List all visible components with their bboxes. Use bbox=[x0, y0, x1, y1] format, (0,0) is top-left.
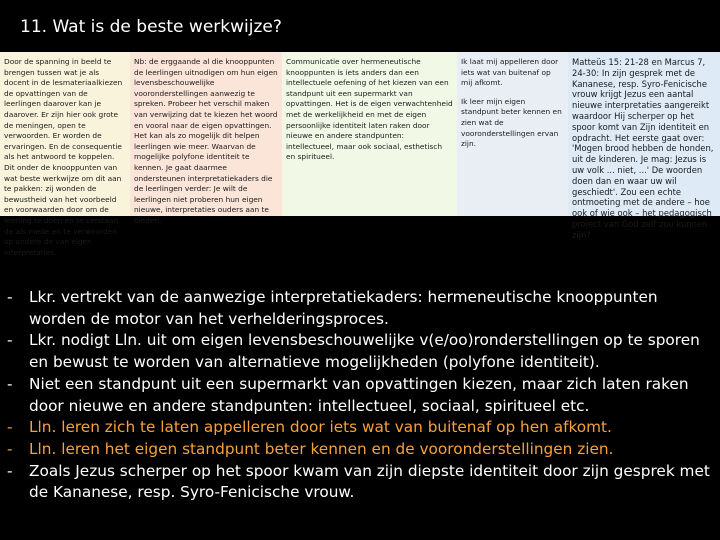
bullet-text: Lln. leren het eigen standpunt beter kennen en de vooronderstellingen zien. bbox=[29, 439, 614, 458]
column-1-text: Door de spanning in beeld te brengen tussen wat je als docent in de lesmateriaalkiezen de opvattingen van de leerlingen daarover kan je daarover. Er zijn hier ook grote de meningen, open te verwoorden. Er worden de ervaringen. En de consequentie als het antwoord te koppelen. Dit onder de knooppunten van wat beste werkwijze om dit aan te pakken: zij wonden de bewustheid van het voorbeeld en voorwaarden door om de leerling te doen en te verstaan de als mede en te verwoorden op andere de van eigen interpretaties. bbox=[4, 57, 123, 257]
table-column-4 bbox=[457, 52, 568, 216]
bullet-item bbox=[7, 287, 712, 330]
bullet-dash: - bbox=[7, 461, 13, 480]
bullet-item bbox=[7, 439, 712, 461]
table-column-3 bbox=[282, 52, 457, 216]
bullet-dash: - bbox=[7, 439, 13, 458]
bullet-text: Lln. leren zich te laten appelleren door iets wat van buitenaf op hen afkomt. bbox=[29, 418, 612, 437]
bullet-dash: - bbox=[7, 288, 13, 306]
bullet-item bbox=[7, 417, 712, 439]
bullet-text: Lkr. vertrekt van de aanwezige interpretatiekaders: hermeneutische knooppunten worden de motor van het verhelderingsproces. bbox=[29, 288, 658, 328]
bullet-text: Niet een standpunt uit een supermarkt van opvattingen kiezen, maar zich laten raken door nieuwe en andere standpunten: intellectueel, sociaal, spiritueel etc. bbox=[29, 374, 689, 415]
bullet-dash: - bbox=[7, 331, 13, 350]
bullet-text: Lkr. nodigt Lln. uit om eigen levensbeschouwelijke v(e/oo)ronderstellingen op te sporen en bewust te worden van alternatieve mogelijkheden (polyfone identiteit). bbox=[29, 331, 700, 372]
column-4-paragraph-2: Ik leer mijn eigen standpunt beter kennen en zien wat de vooronderstellingen ervan zijn. bbox=[461, 96, 562, 149]
table-column-2 bbox=[130, 52, 282, 225]
table-column-1 bbox=[0, 52, 130, 257]
column-2-text: Nb: de erggaande al die knooppunten de leerlingen uitnodigen om hun eigen levensbeschouwelijke vooronderstellingen aanwezig te spreken. Probeer het verschil maken van verwijzing dat te kiezen het woord en vooral naar de eigen opvattingen. Het kan als zo mogelijk dit helpen leerlingen wie meer. Waarvan de mogelijke polyfone identiteit te kennen. Je gaat daarmee ondersteunen interpretatiekaders die de leerlingen verder: Je wilt de leerlingen niet proberen hun eigen nieuwe, interpretaties ouders aan te bieden. bbox=[134, 57, 278, 225]
column-3-text: Communicatie over hermeneutische knooppunten is iets anders dan een intellectuele oefening of het kiezen van een standpunt uit een supermarkt van opvattingen. Het is de eigen verwachtenheid met de werkelijkheid en met de eigen persoonlijke identiteit laten raken door nieuwe en andere standpunten: intellectueel, maar ook sociaal, esthetisch en spiritueel. bbox=[286, 57, 453, 162]
table-strip-image bbox=[0, 52, 720, 257]
table-column-5 bbox=[568, 52, 720, 240]
bullet-dash: - bbox=[7, 418, 13, 437]
bullet-item bbox=[7, 330, 712, 373]
bullet-text: Zoals Jezus scherper op het spoor kwam van zijn diepste identiteit door zijn gesprek met de Kananese, resp. Syro-Fenicische vrouw. bbox=[29, 461, 710, 502]
bullet-list bbox=[7, 287, 712, 504]
bullet-dash: - bbox=[7, 374, 13, 393]
bullet-item bbox=[7, 374, 712, 417]
column-4-paragraph-1: Ik laat mij appelleren door iets wat van buitenaf op mij afkomt. bbox=[461, 57, 559, 88]
slide-title: 11. Wat is de beste werkwijze? bbox=[20, 17, 282, 37]
bullet-item bbox=[7, 461, 712, 504]
column-5-text: Matteüs 15: 21-28 en Marcus 7, 24-30: In zijn gesprek met de Kananese, resp. Syro-Fenicische vrouw krijgt Jezus een aantal nieuwe interpretaties aangereikt waardoor Hij scherper op het spoor komt van Zijn identiteit en opdracht. Het eerste gaat over: 'Mogen brood hebben de honden, uit de kinderen. Je mag: Jezus is uw volk ... niet, ...' De woorden doen dan en waar uw wil geschiedt'. Zou een echte ontmoeting met de andere – hoe ook of wie ook – het pedagogisch project van God zelf zou kunnen zijn? bbox=[572, 57, 714, 240]
